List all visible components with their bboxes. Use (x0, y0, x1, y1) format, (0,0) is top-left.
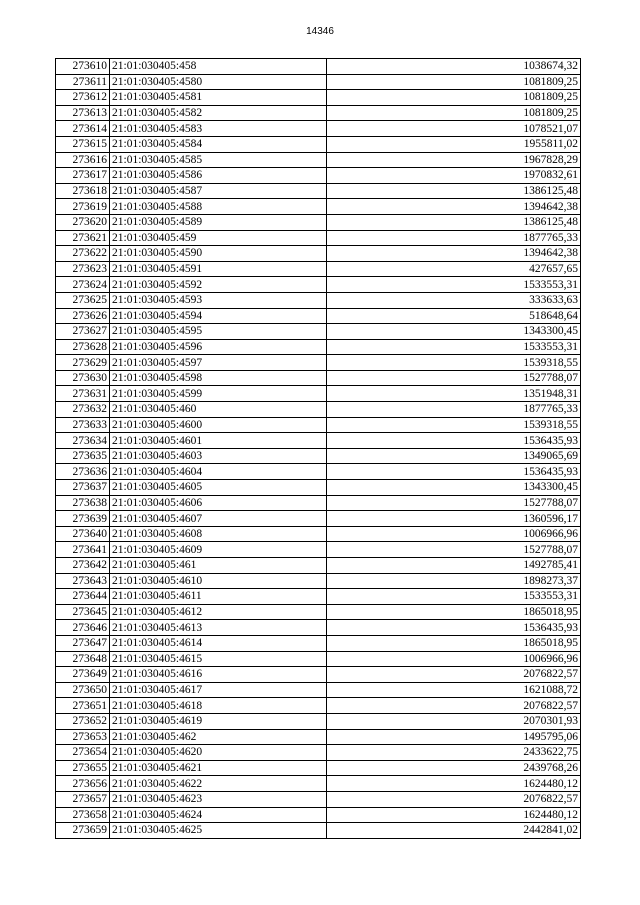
value-cell: 1533553,31 (327, 277, 581, 293)
row-number-cell: 273635 (56, 448, 110, 464)
row-number-cell: 273620 (56, 214, 110, 230)
value-cell: 2076822,57 (327, 791, 581, 807)
table-row (56, 791, 581, 807)
value-cell: 1078521,07 (327, 121, 581, 137)
cadastral-number-cell: 21:01:030405:462 (110, 729, 327, 745)
value-cell: 1865018,95 (327, 635, 581, 651)
row-number-cell: 273633 (56, 417, 110, 433)
table-row (56, 760, 581, 776)
value-cell: 1081809,25 (327, 105, 581, 121)
value-cell: 1006966,96 (327, 526, 581, 542)
table-row (56, 698, 581, 714)
row-number-cell: 273622 (56, 246, 110, 262)
value-cell: 1955811,02 (327, 136, 581, 152)
value-cell: 2076822,57 (327, 698, 581, 714)
row-number-cell: 273651 (56, 698, 110, 714)
table-row (56, 74, 581, 90)
table-row (56, 246, 581, 262)
value-cell: 1527788,07 (327, 542, 581, 558)
row-number-cell: 273641 (56, 542, 110, 558)
table-row (56, 558, 581, 574)
row-number-cell: 273630 (56, 370, 110, 386)
cadastral-number-cell: 21:01:030405:4611 (110, 589, 327, 605)
table-row (56, 355, 581, 371)
cadastral-number-cell: 21:01:030405:4603 (110, 448, 327, 464)
cadastral-number-cell: 21:01:030405:4592 (110, 277, 327, 293)
table-row (56, 402, 581, 418)
cadastral-number-cell: 21:01:030405:4581 (110, 90, 327, 106)
table-row (56, 292, 581, 308)
table-row (56, 199, 581, 215)
page-number: 14346 (306, 26, 334, 37)
row-number-cell: 273652 (56, 713, 110, 729)
value-cell: 2442841,02 (327, 823, 581, 839)
row-number-cell: 273653 (56, 729, 110, 745)
cadastral-number-cell: 21:01:030405:4594 (110, 308, 327, 324)
table-row (56, 324, 581, 340)
row-number-cell: 273640 (56, 526, 110, 542)
cadastral-number-cell: 21:01:030405:4588 (110, 199, 327, 215)
row-number-cell: 273656 (56, 776, 110, 792)
table-row (56, 620, 581, 636)
row-number-cell: 273645 (56, 604, 110, 620)
table-row (56, 807, 581, 823)
table-row (56, 511, 581, 527)
cadastral-number-cell: 21:01:030405:4585 (110, 152, 327, 168)
cadastral-number-cell: 21:01:030405:4593 (110, 292, 327, 308)
value-cell: 1081809,25 (327, 74, 581, 90)
cadastral-number-cell: 21:01:030405:4583 (110, 121, 327, 137)
row-number-cell: 273625 (56, 292, 110, 308)
table-row (56, 542, 581, 558)
table-row (56, 776, 581, 792)
row-number-cell: 273612 (56, 90, 110, 106)
row-number-cell: 273647 (56, 635, 110, 651)
cadastral-number-cell: 21:01:030405:4591 (110, 261, 327, 277)
row-number-cell: 273615 (56, 136, 110, 152)
value-cell: 1621088,72 (327, 682, 581, 698)
cadastral-number-cell: 21:01:030405:458 (110, 59, 327, 75)
value-cell: 1533553,31 (327, 589, 581, 605)
value-cell: 1533553,31 (327, 339, 581, 355)
row-number-cell: 273623 (56, 261, 110, 277)
value-cell: 1081809,25 (327, 90, 581, 106)
cadastral-number-cell: 21:01:030405:4596 (110, 339, 327, 355)
table-row (56, 59, 581, 75)
cadastral-number-cell: 21:01:030405:4609 (110, 542, 327, 558)
cadastral-number-cell: 21:01:030405:4612 (110, 604, 327, 620)
value-cell: 1492785,41 (327, 558, 581, 574)
value-cell: 1536435,93 (327, 464, 581, 480)
value-cell: 1970832,61 (327, 168, 581, 184)
value-cell: 1536435,93 (327, 620, 581, 636)
cadastral-number-cell: 21:01:030405:4620 (110, 745, 327, 761)
row-number-cell: 273632 (56, 402, 110, 418)
cadastral-number-cell: 21:01:030405:4615 (110, 651, 327, 667)
cadastral-number-cell: 21:01:030405:4580 (110, 74, 327, 90)
row-number-cell: 273611 (56, 74, 110, 90)
value-cell: 1343300,45 (327, 480, 581, 496)
table-row (56, 480, 581, 496)
value-cell: 2439768,26 (327, 760, 581, 776)
cadastral-number-cell: 21:01:030405:4600 (110, 417, 327, 433)
row-number-cell: 273658 (56, 807, 110, 823)
row-number-cell: 273636 (56, 464, 110, 480)
row-number-cell: 273631 (56, 386, 110, 402)
row-number-cell: 273629 (56, 355, 110, 371)
row-number-cell: 273638 (56, 495, 110, 511)
row-number-cell: 273644 (56, 589, 110, 605)
table-row (56, 682, 581, 698)
table-row (56, 729, 581, 745)
table-row (56, 105, 581, 121)
cadastral-number-cell: 21:01:030405:4605 (110, 480, 327, 496)
value-cell: 1038674,32 (327, 59, 581, 75)
value-cell: 1877765,33 (327, 230, 581, 246)
row-number-cell: 273618 (56, 183, 110, 199)
row-number-cell: 273650 (56, 682, 110, 698)
cadastral-number-cell: 21:01:030405:4589 (110, 214, 327, 230)
table-row (56, 495, 581, 511)
table-row (56, 433, 581, 449)
row-number-cell: 273642 (56, 558, 110, 574)
row-number-cell: 273657 (56, 791, 110, 807)
cadastral-number-cell: 21:01:030405:4622 (110, 776, 327, 792)
registry-table (55, 58, 581, 839)
cadastral-number-cell: 21:01:030405:4617 (110, 682, 327, 698)
cadastral-number-cell: 21:01:030405:4625 (110, 823, 327, 839)
value-cell: 1539318,55 (327, 417, 581, 433)
cadastral-number-cell: 21:01:030405:4606 (110, 495, 327, 511)
cadastral-number-cell: 21:01:030405:4586 (110, 168, 327, 184)
value-cell: 2070301,93 (327, 713, 581, 729)
registry-table-body (56, 59, 581, 839)
value-cell: 1360596,17 (327, 511, 581, 527)
table-row (56, 121, 581, 137)
value-cell: 427657,65 (327, 261, 581, 277)
table-row (56, 589, 581, 605)
table-row (56, 464, 581, 480)
value-cell: 2076822,57 (327, 667, 581, 683)
cadastral-number-cell: 21:01:030405:4587 (110, 183, 327, 199)
cadastral-number-cell: 21:01:030405:4618 (110, 698, 327, 714)
value-cell: 1527788,07 (327, 495, 581, 511)
value-cell: 1495795,06 (327, 729, 581, 745)
row-number-cell: 273619 (56, 199, 110, 215)
row-number-cell: 273628 (56, 339, 110, 355)
cadastral-number-cell: 21:01:030405:459 (110, 230, 327, 246)
cadastral-number-cell: 21:01:030405:4598 (110, 370, 327, 386)
value-cell: 1527788,07 (327, 370, 581, 386)
cadastral-number-cell: 21:01:030405:461 (110, 558, 327, 574)
value-cell: 1386125,48 (327, 214, 581, 230)
table-row (56, 339, 581, 355)
value-cell: 1877765,33 (327, 402, 581, 418)
row-number-cell: 273613 (56, 105, 110, 121)
cadastral-number-cell: 21:01:030405:4621 (110, 760, 327, 776)
value-cell: 1967828,29 (327, 152, 581, 168)
cadastral-number-cell: 21:01:030405:4604 (110, 464, 327, 480)
cadastral-number-cell: 21:01:030405:4582 (110, 105, 327, 121)
row-number-cell: 273654 (56, 745, 110, 761)
cadastral-number-cell: 21:01:030405:4613 (110, 620, 327, 636)
table-row (56, 745, 581, 761)
row-number-cell: 273646 (56, 620, 110, 636)
table-row (56, 90, 581, 106)
row-number-cell: 273614 (56, 121, 110, 137)
row-number-cell: 273616 (56, 152, 110, 168)
table-row (56, 277, 581, 293)
cadastral-number-cell: 21:01:030405:4608 (110, 526, 327, 542)
cadastral-number-cell: 21:01:030405:4619 (110, 713, 327, 729)
value-cell: 1351948,31 (327, 386, 581, 402)
value-cell: 1865018,95 (327, 604, 581, 620)
value-cell: 1536435,93 (327, 433, 581, 449)
cadastral-number-cell: 21:01:030405:4614 (110, 635, 327, 651)
value-cell: 2433622,75 (327, 745, 581, 761)
table-row (56, 448, 581, 464)
table-row (56, 214, 581, 230)
row-number-cell: 273643 (56, 573, 110, 589)
row-number-cell: 273624 (56, 277, 110, 293)
table-row (56, 308, 581, 324)
table-row (56, 386, 581, 402)
row-number-cell: 273659 (56, 823, 110, 839)
table-row (56, 230, 581, 246)
cadastral-number-cell: 21:01:030405:4624 (110, 807, 327, 823)
table-row (56, 261, 581, 277)
value-cell: 1394642,38 (327, 199, 581, 215)
table-row (56, 370, 581, 386)
row-number-cell: 273627 (56, 324, 110, 340)
value-cell: 333633,63 (327, 292, 581, 308)
table-row (56, 573, 581, 589)
cadastral-number-cell: 21:01:030405:4623 (110, 791, 327, 807)
table-row (56, 713, 581, 729)
row-number-cell: 273648 (56, 651, 110, 667)
cadastral-number-cell: 21:01:030405:4590 (110, 246, 327, 262)
table-row (56, 823, 581, 839)
cadastral-number-cell: 21:01:030405:4607 (110, 511, 327, 527)
value-cell: 1624480,12 (327, 807, 581, 823)
table-row (56, 635, 581, 651)
table-row (56, 604, 581, 620)
value-cell: 1006966,96 (327, 651, 581, 667)
cadastral-number-cell: 21:01:030405:4599 (110, 386, 327, 402)
cadastral-number-cell: 21:01:030405:4597 (110, 355, 327, 371)
cadastral-number-cell: 21:01:030405:4584 (110, 136, 327, 152)
table-row (56, 136, 581, 152)
row-number-cell: 273649 (56, 667, 110, 683)
cadastral-number-cell: 21:01:030405:4595 (110, 324, 327, 340)
value-cell: 1898273,37 (327, 573, 581, 589)
value-cell: 518648,64 (327, 308, 581, 324)
table-row (56, 152, 581, 168)
value-cell: 1343300,45 (327, 324, 581, 340)
cadastral-number-cell: 21:01:030405:460 (110, 402, 327, 418)
row-number-cell: 273610 (56, 59, 110, 75)
table-row (56, 667, 581, 683)
row-number-cell: 273621 (56, 230, 110, 246)
row-number-cell: 273617 (56, 168, 110, 184)
cadastral-number-cell: 21:01:030405:4610 (110, 573, 327, 589)
cadastral-number-cell: 21:01:030405:4601 (110, 433, 327, 449)
row-number-cell: 273637 (56, 480, 110, 496)
value-cell: 1349065,69 (327, 448, 581, 464)
value-cell: 1539318,55 (327, 355, 581, 371)
value-cell: 1624480,12 (327, 776, 581, 792)
table-row (56, 168, 581, 184)
table-row (56, 417, 581, 433)
value-cell: 1386125,48 (327, 183, 581, 199)
row-number-cell: 273626 (56, 308, 110, 324)
value-cell: 1394642,38 (327, 246, 581, 262)
table-row (56, 651, 581, 667)
row-number-cell: 273634 (56, 433, 110, 449)
row-number-cell: 273639 (56, 511, 110, 527)
row-number-cell: 273655 (56, 760, 110, 776)
table-row (56, 183, 581, 199)
table-row (56, 526, 581, 542)
cadastral-number-cell: 21:01:030405:4616 (110, 667, 327, 683)
